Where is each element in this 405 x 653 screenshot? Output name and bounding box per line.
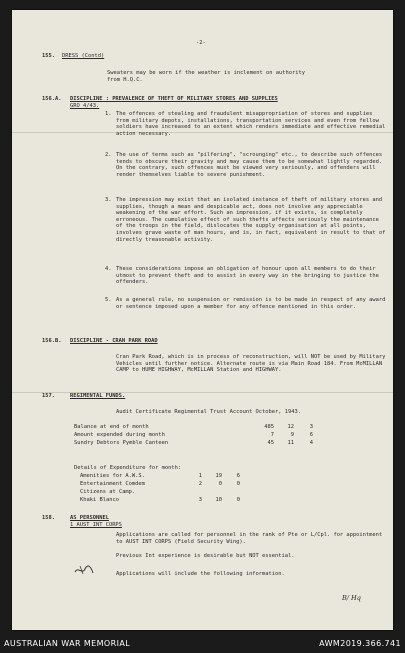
details-pence: 0 xyxy=(236,497,240,503)
para-number: 2. xyxy=(105,152,112,158)
section-heading-156b: DISCIPLINE - CRAN PARK ROAD xyxy=(70,338,158,344)
account-pounds: 485 xyxy=(264,424,274,430)
details-pounds: 1 xyxy=(198,473,202,479)
section-heading-156a: DISCIPLINE : PREVALENCE OF THEFT OF MILITARY STORES AND SUPPLIES xyxy=(70,96,278,102)
para-text: As a general rule, no suspension or remission is to be made in respect of any award or sentence imposed upon a member for any offence mentioned in this order. xyxy=(116,297,386,310)
section-number-155: 155. xyxy=(42,53,55,59)
details-pounds: 3 xyxy=(198,497,202,503)
details-pence: 6 xyxy=(236,473,240,479)
section-line-158-1: Applications are called for personnel in the rank of Pte or L/Cpl. for appointment to AUST INT CORPS (Field Security Wing). xyxy=(116,532,383,545)
account-pounds: 7 xyxy=(270,432,274,438)
details-row-label: Amenities for A.W.S. xyxy=(80,473,145,479)
section-heading-155: DRESS (Contd) xyxy=(62,53,105,59)
audit-title: Audit Certificate Regimental Trust Account October, 1943. xyxy=(116,409,301,415)
account-pence: 6 xyxy=(309,432,313,438)
details-heading: Details of Expenditure for month: xyxy=(74,465,182,471)
footer-institution: AUSTRALIAN WAR MEMORIAL xyxy=(4,639,131,648)
account-shillings: 11 xyxy=(287,440,294,446)
para-number: 5. xyxy=(105,297,112,303)
handwritten-mark xyxy=(74,564,94,576)
document-page xyxy=(12,10,393,630)
para-text: The offences of stealing and fraudulent misappropriation of stores and supplies from military depots, installations, transportation services and even from fellow soldiers have increased to an extent which renders immediate and effective remedial action necessary. xyxy=(116,111,386,137)
details-pence: 0 xyxy=(236,481,240,487)
archive-footer xyxy=(0,634,405,653)
section-body-155: Sweaters may be worn if the weather is inclement on authority from H.Q.C. xyxy=(107,70,305,83)
section-number-156a: 156.A. xyxy=(42,96,62,102)
para-text: The use of terms such as "pilfering", "scrounging" etc., to describe such offences tends to obscure their gravity and may cause them to be somewhat lightly regarded. On the contrary, such offences must be viewed very seriously, and offenders will render themselves liable to severe punishment. xyxy=(116,152,383,178)
para-number: 1. xyxy=(105,111,112,117)
signoff: B/ Hq xyxy=(342,594,361,602)
details-pounds: 2 xyxy=(198,481,202,487)
account-pounds: 45 xyxy=(267,440,274,446)
section-line-158-2: Previous Int experience is desirable but NOT essential. xyxy=(116,553,295,559)
details-row-label: Entertainment Comdem xyxy=(80,481,145,487)
details-shillings: 10 xyxy=(215,497,222,503)
para-text: The impression may exist that an isolated instance of theft of military stores and supplies, though a mean and despicable act, does not involve any appreciable weakening of the war effort. Such an impression, if it exists, is completely erroneous. The cumulative effect of such thefts affects seriously the maintenance of the troops in the field, dislocates the supply organisation at all points, involves grave waste of man hours, and is, in fact, equivalent in result to that of directly treasonable activity. xyxy=(116,197,386,243)
section-number-158: 158. xyxy=(42,515,55,521)
section-ref-156a: GRO 4/43. xyxy=(70,103,100,109)
account-row-label: Amount expended during month xyxy=(74,432,165,438)
section-number-157: 157. xyxy=(42,393,55,399)
account-pence: 3 xyxy=(309,424,313,430)
account-shillings: 12 xyxy=(287,424,294,430)
account-shillings: 9 xyxy=(290,432,294,438)
details-shillings: 19 xyxy=(215,473,222,479)
para-number: 4. xyxy=(105,266,112,272)
account-row-label: Balance at end of month xyxy=(74,424,149,430)
details-row-label: Citizens at Camp. xyxy=(80,489,136,495)
account-row-label: Sundry Debtors Pymble Canteen xyxy=(74,440,169,446)
section-body-156b: Cran Park Road, which is in process of reconstruction, will NOT be used by Military Vehicles until further notice. Alternate route is via Main Road 184. From McMILLAN CAMP to HUME HIGHWAY, McMILLAN Station and HIGHWAY. xyxy=(116,354,386,374)
details-row-label: Khaki Blanco xyxy=(80,497,119,503)
footer-accession: AWM2019.366.741 xyxy=(319,639,401,648)
page-number: -2- xyxy=(196,40,206,46)
details-shillings: 0 xyxy=(218,481,222,487)
section-line-158-3: Applications will include the following information. xyxy=(116,571,285,577)
section-heading-157: REGIMENTAL FUNDS. xyxy=(70,393,126,399)
account-pence: 4 xyxy=(309,440,313,446)
para-number: 3. xyxy=(105,197,112,203)
section-heading-158: AS PERSONNEL xyxy=(70,515,109,521)
section-subheading-158: 1 AUST INT CORPS xyxy=(70,522,122,528)
para-text: These considerations impose an obligation of honour upon all members to do their utmost to prevent theft and to assist in every way in the bringing to justice the offenders. xyxy=(116,266,379,286)
section-number-156b: 156.B. xyxy=(42,338,62,344)
